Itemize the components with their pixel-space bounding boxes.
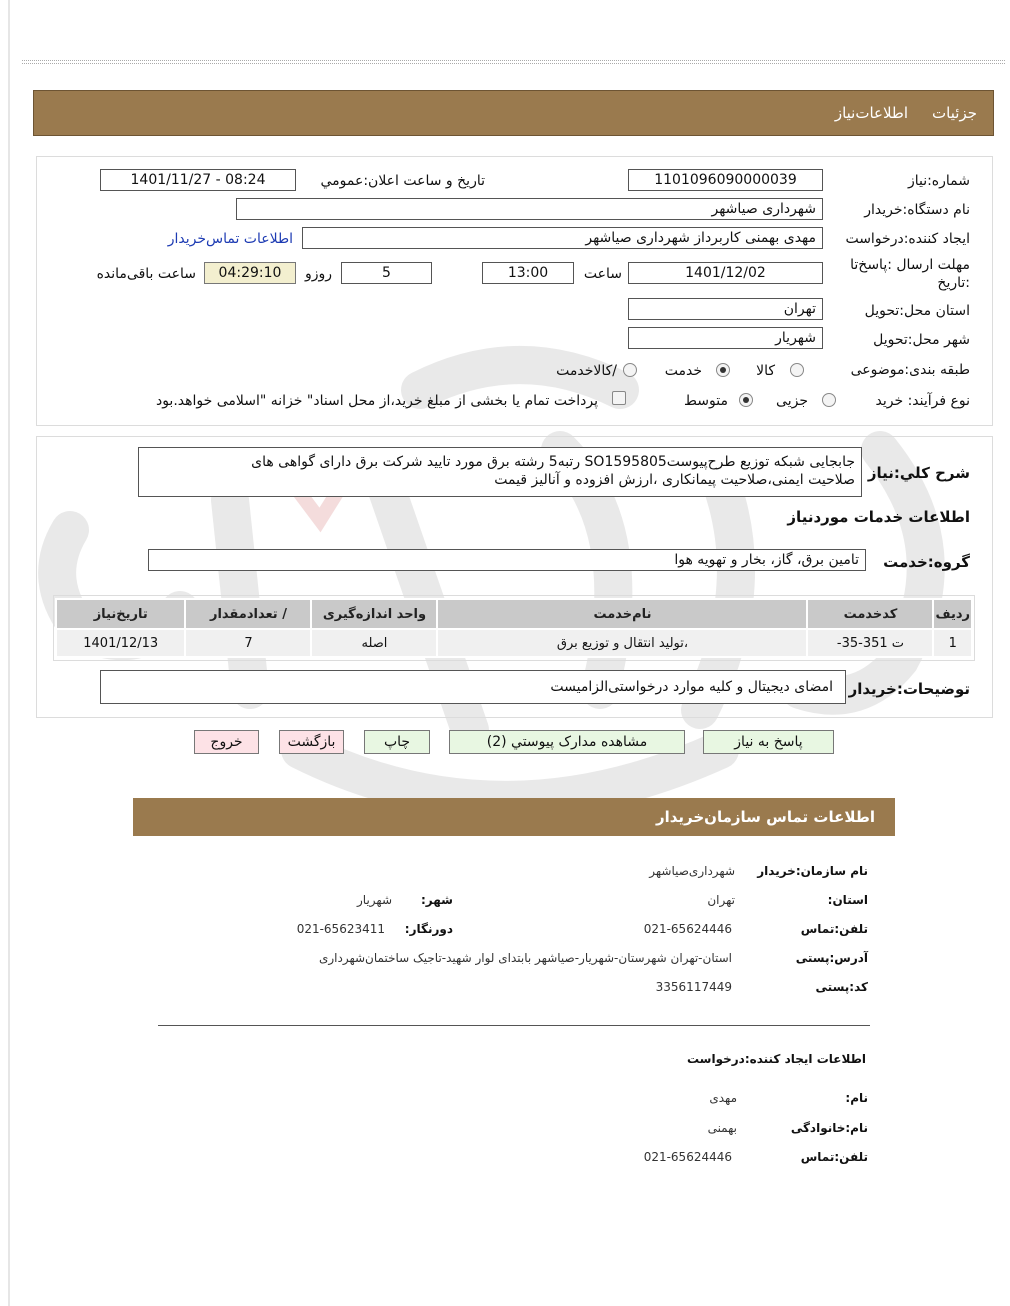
contact-postal-label: کد:پستی	[815, 980, 868, 994]
contact-phone-label: تلفن:تماس	[800, 922, 868, 936]
creator-label: ایجاد کننده:درخواست	[845, 231, 970, 247]
creator-info-title: اطلاعات ایجاد کننده:درخواست	[686, 1052, 866, 1066]
cell-unit: اصله	[311, 629, 437, 657]
reply-button[interactable]: پاسخ به نیاز	[703, 730, 834, 754]
category-goods-label: کالا	[756, 363, 775, 379]
contact-province-label: استان:	[827, 893, 868, 907]
contact-phone-value: 021-65624446	[643, 922, 732, 936]
category-service-radio[interactable]	[716, 363, 730, 377]
buyer-contact-link[interactable]: اطلاعات تماس‌خریدار	[167, 231, 293, 247]
description-line-1: جابجایی شبکه توزیع طرح‌پیوستSO1595805 رتبه5 رشته برق مورد تایید شرکت برق دارای گواهی های	[251, 454, 855, 470]
days-label: روزو	[304, 266, 332, 282]
table-row	[56, 629, 972, 657]
exit-button[interactable]: خروج	[194, 730, 259, 754]
province-label: استان محل:تحویل	[864, 303, 970, 319]
need-number-field: 1101096090000039	[628, 169, 823, 191]
category-goods-radio[interactable]	[790, 363, 804, 377]
creator-field: مهدی بهمنی کاربرداز شهرداری صیاشهر	[302, 227, 823, 249]
description-field	[138, 447, 862, 497]
contact-address-label: آدرس:پستی	[795, 951, 868, 965]
process-medium-label: متوسط	[684, 393, 728, 409]
category-service-label: خدمت	[664, 363, 702, 379]
details-header-bar	[33, 90, 994, 136]
services-table	[55, 598, 973, 658]
buyer-notes-label: توضیحات:خریدار	[848, 680, 970, 698]
col-quantity: / تعدادمقدار	[185, 599, 311, 629]
cell-row: 1	[933, 629, 972, 657]
days-field: 5	[341, 262, 432, 284]
category-goods-service-radio[interactable]	[623, 363, 637, 377]
creator-first-name-label: نام:	[845, 1091, 868, 1105]
page-left-border	[8, 0, 10, 1306]
process-partial-radio[interactable]	[822, 393, 836, 407]
deadline-label-line2: :تاریخ	[937, 275, 970, 291]
service-group-label: گروه:خدمت	[883, 553, 970, 571]
contact-fax-value: 021-65623411	[296, 922, 385, 936]
contact-postal-value: 3356117449	[655, 980, 732, 994]
cell-quantity: 7	[185, 629, 311, 657]
col-unit: واحد اندازه‌گیری	[311, 599, 437, 629]
remaining-time-badge: 04:29:10	[204, 262, 296, 284]
tab-need-info[interactable]: اطلاعات‌نیاز	[834, 104, 909, 122]
services-table-header	[56, 599, 972, 629]
back-button[interactable]: بازگشت	[279, 730, 344, 754]
city-field: شهریار	[628, 327, 823, 349]
deadline-time-field: 13:00	[482, 262, 574, 284]
buyer-org-field: شهرداری صیاشهر	[236, 198, 823, 220]
remaining-time-label: ساعت باقی‌مانده	[96, 266, 196, 282]
creator-last-name-label: نام:خانوادگی	[790, 1121, 868, 1135]
top-dotted-rule	[22, 60, 1005, 64]
col-row: ردیف	[933, 599, 972, 629]
treasury-payment-note: پرداخت تمام یا بخشی از مبلغ خرید،از محل اسناد" خزانه "اسلامی خواهد.بود	[155, 393, 598, 409]
deadline-label-line1: مهلت ارسال :پاسخ‌تا	[850, 257, 970, 273]
contact-city-value: شهریار	[357, 893, 392, 907]
deadline-date-field: 1401/12/02	[628, 262, 823, 284]
creator-last-name-value: بهمنی	[707, 1121, 737, 1135]
section-divider	[158, 1025, 870, 1026]
need-info-panel	[36, 156, 993, 426]
cell-service-name: ،تولید انتقال و توزیع برق	[437, 629, 807, 657]
cell-service-code: ت 351-35-	[807, 629, 933, 657]
creator-first-name-value: مهدی	[709, 1091, 737, 1105]
view-attachments-button[interactable]: مشاهده مدارک پیوستي (2)	[449, 730, 685, 754]
contact-fax-label: دورنگار:	[404, 922, 453, 936]
buyer-contact-title: اطلاعات تماس سازمان‌خریدار	[133, 798, 895, 836]
description-line-2: صلاحیت ایمنی،صلاحیت پیمانکاری ،ارزش افزوده و آنالیز قیمت	[494, 472, 855, 488]
service-group-field: تامین برق، گاز، بخار و تهویه هوا	[148, 549, 866, 571]
print-button[interactable]: چاپ	[364, 730, 430, 754]
contact-city-label: شهر:	[421, 893, 453, 907]
deadline-hour-label: ساعت	[583, 266, 622, 282]
category-goods-service-label: /کالاخدمت	[556, 363, 617, 379]
cell-need-date: 1401/12/13	[56, 629, 185, 657]
contact-org-label: نام سازمان:خریدار	[757, 864, 868, 878]
description-label: شرح کلي:نیاز	[867, 464, 970, 482]
contact-org-value: شهرداری‌صیاشهر	[649, 864, 735, 878]
col-service-name: نام‌خدمت	[437, 599, 807, 629]
province-field: تهران	[628, 298, 823, 320]
col-need-date: تاریخ‌نیاز	[56, 599, 185, 629]
contact-province-value: تهران	[707, 893, 735, 907]
col-service-code: کدخدمت	[807, 599, 933, 629]
need-number-label: شماره:نیاز	[907, 173, 970, 189]
announce-datetime-field: 1401/11/27 - 08:24	[100, 169, 296, 191]
announce-datetime-label: تاریخ و ساعت اعلان:عمومي	[320, 173, 485, 189]
contact-address-value: استان-تهران شهرستان-شهریار-صیاشهر بابتدای لوار شهید-تاجیک ساختمان‌شهرداری	[318, 951, 732, 965]
category-label: طبقه بندی:موضوعی	[850, 362, 970, 378]
process-partial-label: جزیی	[776, 393, 808, 409]
process-medium-radio[interactable]	[739, 393, 753, 407]
city-label: شهر محل:تحویل	[873, 332, 970, 348]
buyer-notes-field: امضای دیجیتال و کلیه موارد درخواستی‌الزامیست	[100, 670, 846, 704]
creator-phone-label: تلفن:تماس	[800, 1150, 868, 1164]
buyer-org-label: نام دستگاه:خریدار	[864, 202, 970, 218]
services-section-title: اطلاعات خدمات موردنیاز	[787, 508, 970, 526]
treasury-payment-checkbox[interactable]	[612, 391, 626, 405]
tab-details[interactable]: جزئیات	[932, 104, 977, 122]
process-type-label: نوع فرآیند: خرید	[875, 393, 970, 409]
creator-phone-value: 021-65624446	[643, 1150, 732, 1164]
